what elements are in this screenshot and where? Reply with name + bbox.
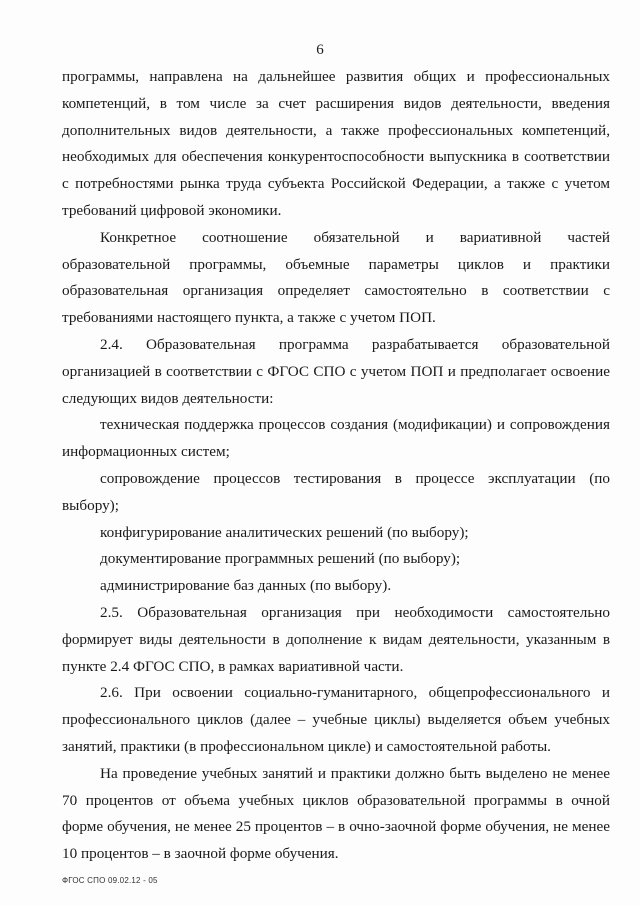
list-item: документирование программных решений (по выбору); [100, 550, 461, 568]
activities-list [62, 412, 610, 600]
list-item: техническая поддержка процессов создания (модификации) и сопровождения информационных систем; [62, 416, 610, 461]
paragraph-2-6: 2.6. При освоении социально-гуманитарного, общепрофессионального и профессионального циклов (далее – учебные циклы) выделяется объем учебных занятий, практики (в профессиональном цикле) и самостоятельной работы. [62, 684, 610, 755]
document-footer: ФГОС СПО 09.02.12 - 05 [62, 876, 158, 885]
document-body [62, 64, 610, 868]
paragraph-2-5: 2.5. Образовательная организация при необходимости самостоятельно формирует виды деятельности в дополнение к видам деятельности, указанным в пункте 2.4 ФГОС СПО, в рамках вариативной части. [62, 603, 610, 675]
paragraph-ratio: Конкретное соотношение обязательной и вариативной частей образовательной программы, объемные параметры циклов и практики образовательная организация определяет самостоятельно в соответствии с требованиями настоящего пункта, а также с учетом ПОП. [62, 228, 610, 327]
list-item: сопровождение процессов тестирования в процессе эксплуатации (по выбору); [62, 469, 610, 514]
paragraph-continuation: программы, направлена на дальнейшее развития общих и профессиональных компетенций, в том числе за счет расширения видов деятельности, введения дополнительных видов деятельности, а также профессиональных компетенций, необходимых для обеспечения конкурентоспособности выпускника в соответствии с потребностями рынка труда субъекта Российской Федерации, а также с учетом требований цифровой экономики. [62, 68, 610, 219]
paragraph-2-4: 2.4. Образовательная программа разрабатывается образовательной организацией в соответствии с ФГОС СПО с учетом ПОП и предполагает освоение следующих видов деятельности: [62, 335, 610, 407]
list-item: конфигурирование аналитических решений (по выбору); [100, 523, 469, 541]
page-number: 6 [316, 42, 324, 58]
paragraph-practice-share: На проведение учебных занятий и практики должно быть выделено не менее 70 процентов от объема учебных циклов образовательной программы в очной форме обучения, не менее 25 процентов – в очно-заочной форме обучения, не менее 10 процентов – в заочной форме обучения. [62, 764, 610, 863]
list-item: администрирование баз данных (по выбору). [100, 577, 392, 595]
